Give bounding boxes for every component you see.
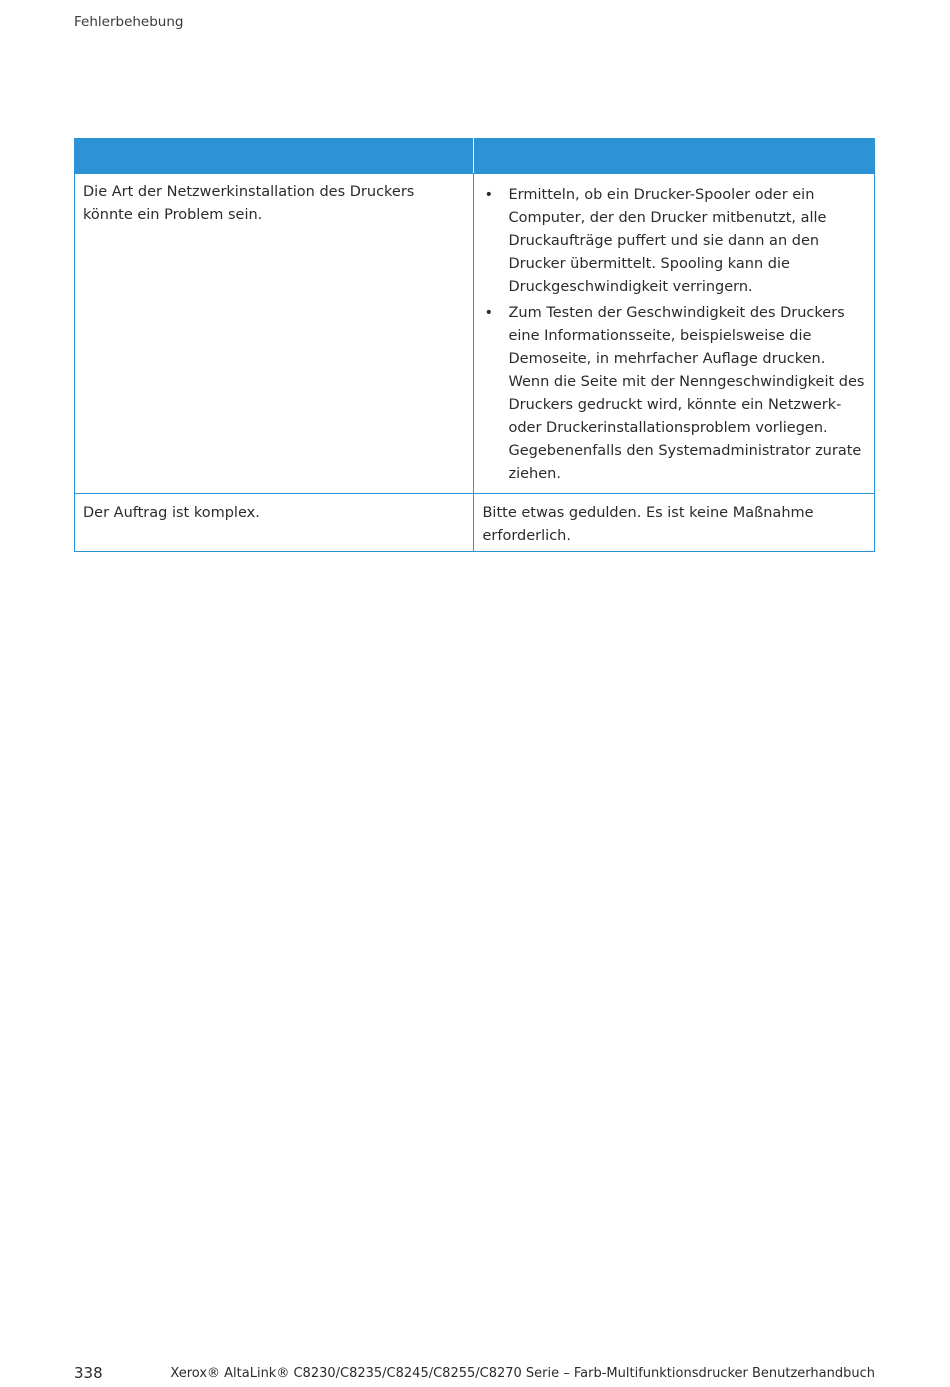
running-header: Fehlerbehebung xyxy=(74,14,184,30)
list-item xyxy=(482,184,866,299)
column-header-cause xyxy=(75,139,474,174)
list-item-text: Zum Testen der Geschwindigkeit des Druckers eine Informationsseite, beispielsweise die Demoseite, in mehrfacher Auflage drucken. Wenn die Seite mit der Nenngeschwindigkeit des Druckers gedruckt wird, könnte ein Netzwerk- oder Druckerinstallationsproblem vorliegen. Gegebenenfalls den Systemadministrator zurate ziehen. xyxy=(508,305,865,482)
solution-list xyxy=(482,184,866,486)
column-header-solution xyxy=(474,139,875,174)
solution-cell: Bitte etwas gedulden. Es ist keine Maßnahme erforderlich. xyxy=(474,494,875,552)
bullet-icon: • xyxy=(484,305,494,321)
table-row xyxy=(75,494,875,552)
list-item-text: Ermitteln, ob ein Drucker-Spooler oder ein Computer, der den Drucker mitbenutzt, alle Druckaufträge puffert und sie dann an den Drucker übermittelt. Spooling kann die Druckgeschwindigkeit verringern. xyxy=(508,187,827,295)
cause-cell: Der Auftrag ist komplex. xyxy=(75,494,474,552)
cause-cell: Die Art der Netzwerkinstallation des Druckers könnte ein Problem sein. xyxy=(75,174,474,494)
table-header-row xyxy=(75,139,875,174)
solution-cell xyxy=(474,174,875,494)
troubleshooting-table xyxy=(74,138,875,552)
list-item xyxy=(482,302,866,486)
bullet-icon: • xyxy=(484,187,494,203)
table-row xyxy=(75,174,875,494)
page-number: 338 xyxy=(74,1364,103,1382)
footer-title: Xerox® AltaLink® C8230/C8235/C8245/C8255/C8270 Serie – Farb-Multifunktionsdrucker Benutzerhandbuch xyxy=(170,1366,875,1381)
